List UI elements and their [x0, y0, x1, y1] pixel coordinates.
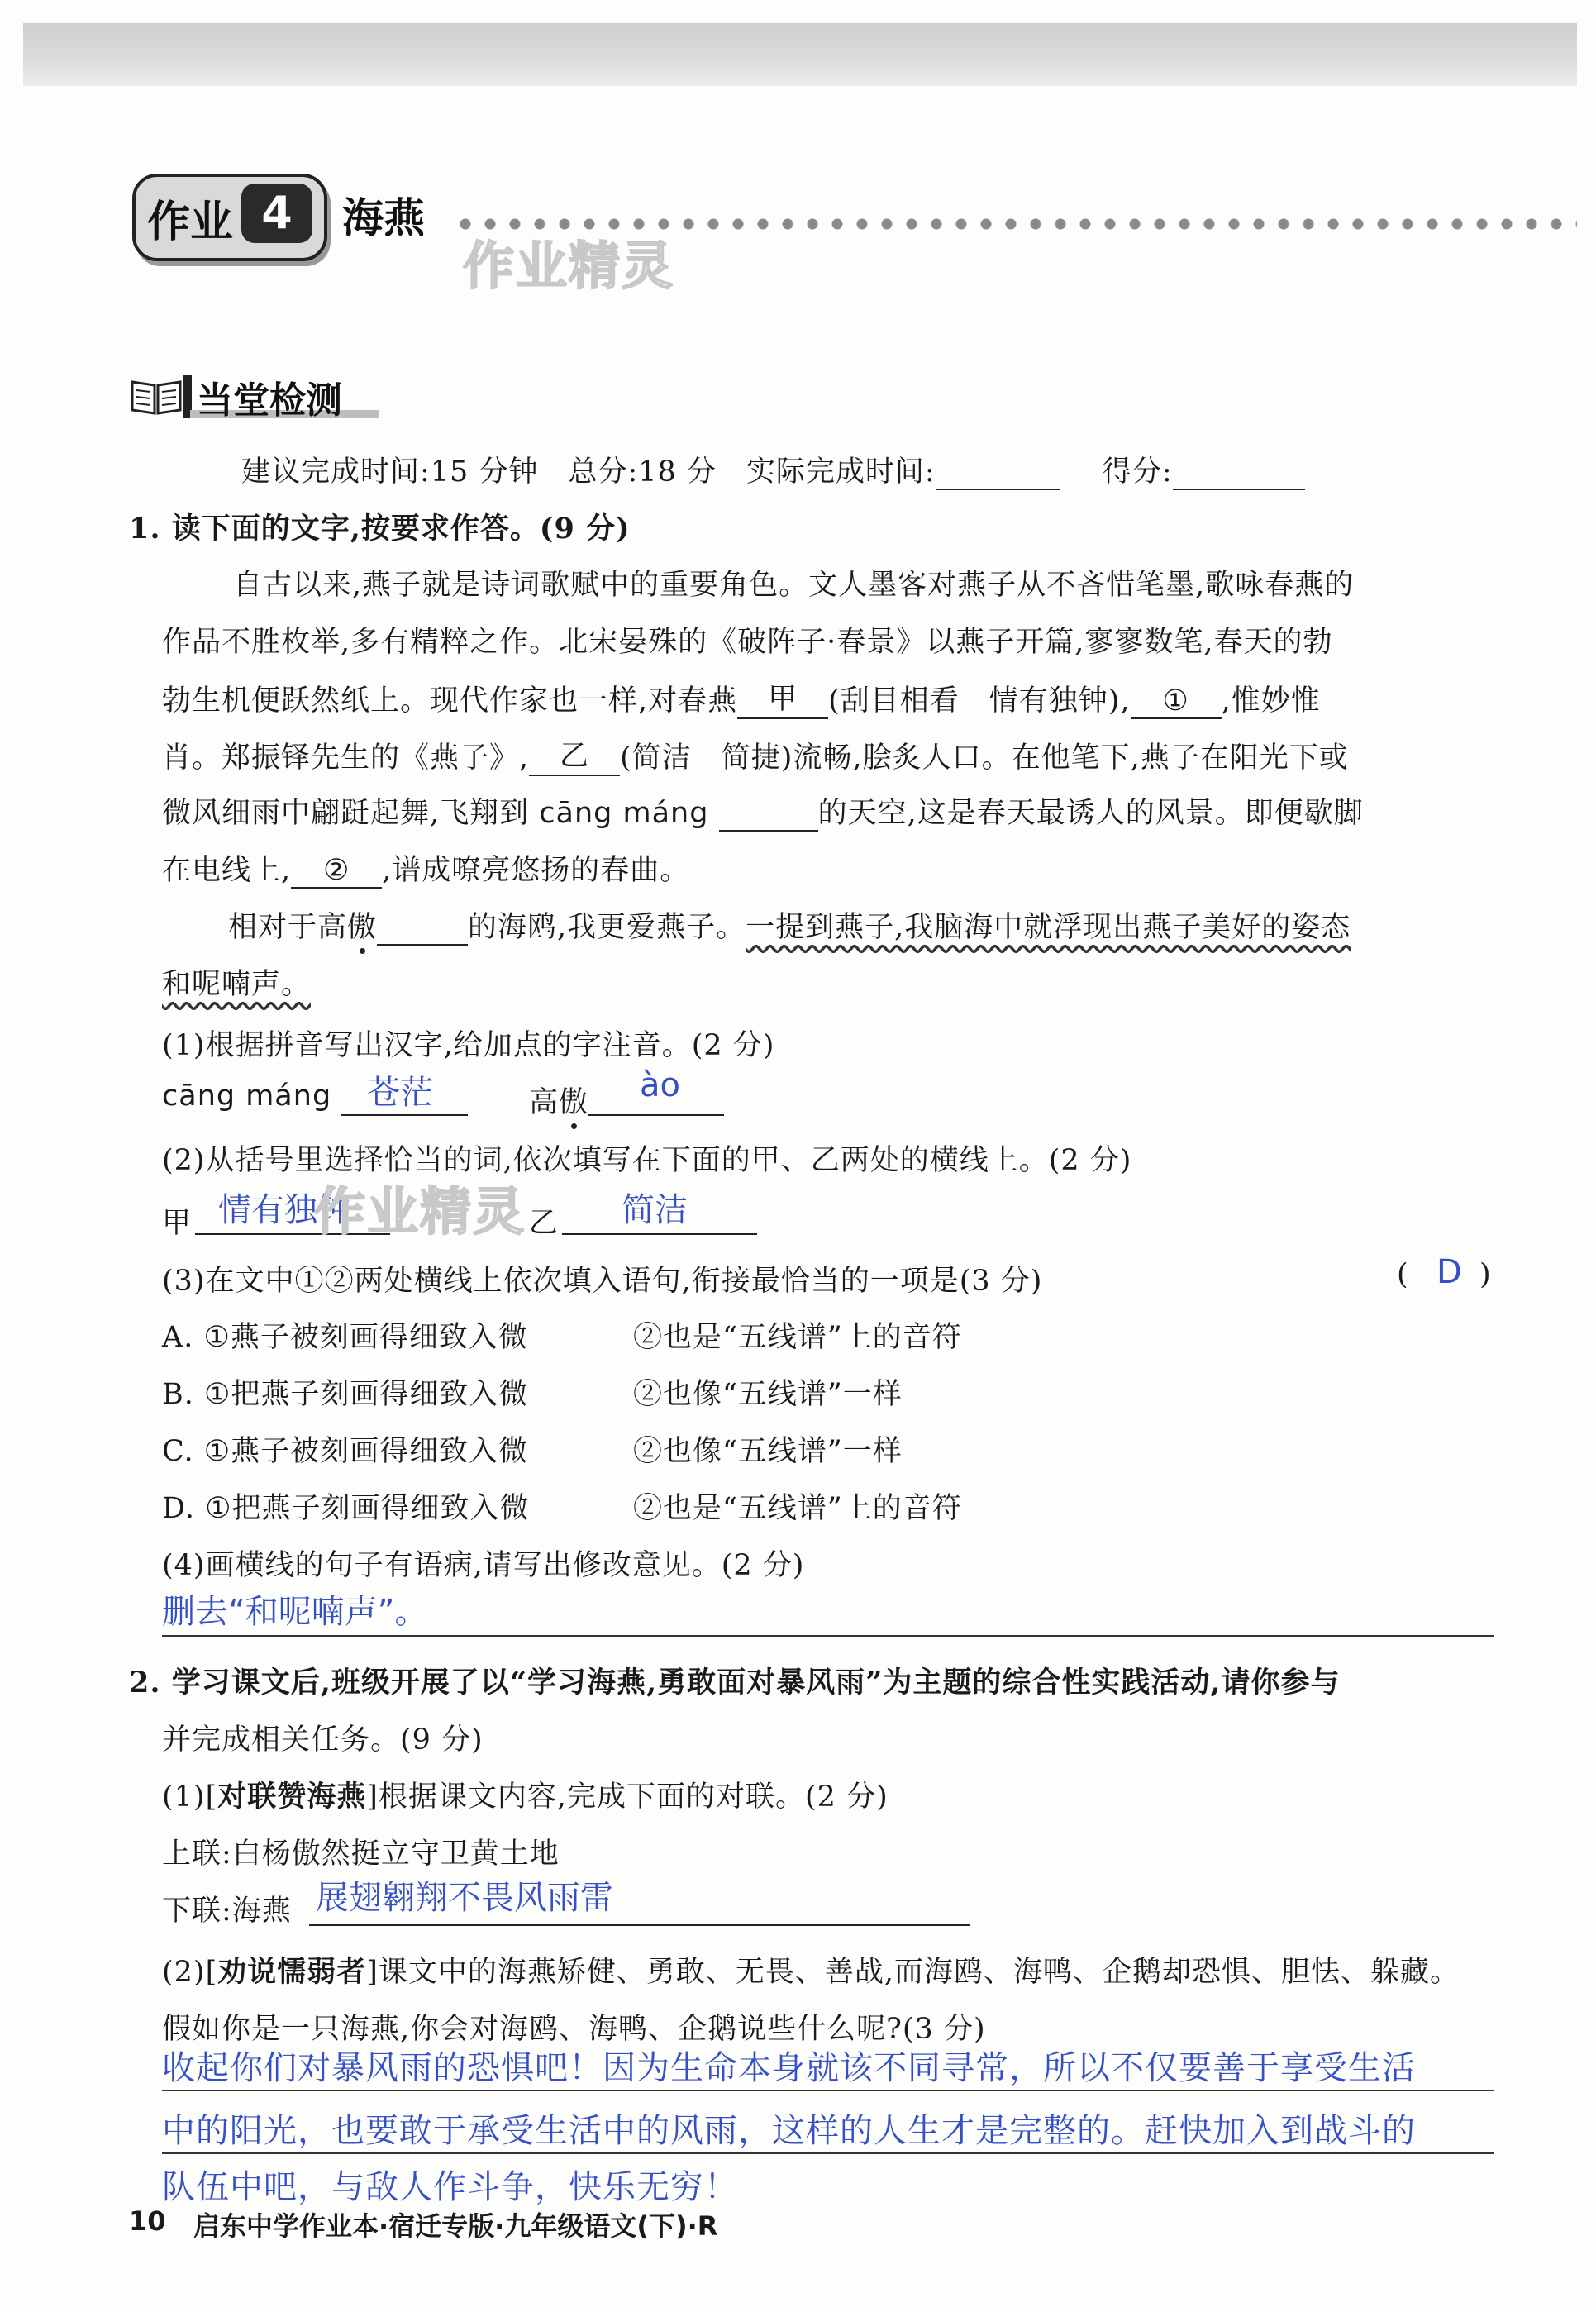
q1-sub1-gaoao: 高傲	[529, 1086, 589, 1119]
q1-passage-line: 在电线上, ② ,谱成嘹亮悠扬的春曲。	[162, 854, 690, 887]
blank-yi[interactable]: 乙	[529, 733, 620, 776]
page-number: 10	[129, 2205, 166, 2237]
q1-passage-line: 作品不胜枚举,多有精粹之作。北宋晏殊的《破阵子·春景》以燕子开篇,寥寥数笔,春天的勃	[162, 626, 1333, 659]
q1-passage-line: 微风细雨中翩跹起舞,飞翔到 cāng máng 的天空,这是春天最诱人的风景。即便歇脚	[162, 797, 1364, 830]
q2-stem: 2. 学习课文后,班级开展了以“学习海燕,勇敢面对暴风雨”为主题的综合性实践活动,请你参与	[129, 1666, 1341, 1699]
watermark: 作业精灵	[463, 236, 675, 296]
homework-label: 作业	[147, 198, 234, 247]
answer-paren-open: (	[1397, 1258, 1409, 1291]
lesson-title: 海燕	[342, 194, 425, 242]
blank-1[interactable]: ①	[1131, 684, 1222, 719]
answer-jia: 情有独钟	[218, 1191, 350, 1229]
q1-passage-line: 勃生机便跃然纸上。现代作家也一样,对春燕 甲 (刮目相看 情有独钟), ① ,惟妙惟	[162, 676, 1321, 719]
q1-sub4: (4)画横线的句子有语病,请写出修改意见。(2 分)	[162, 1549, 805, 1582]
option-d: D. ①把燕子刻画得细致入微	[162, 1492, 530, 1525]
q2-answer-line: 收起你们对暴风雨的恐惧吧！因为生命本身就该不同寻常，所以不仅要善于享受生活	[162, 2049, 1416, 2087]
time-info: 建议完成时间:15 分钟 总分:18 分 实际完成时间: 得分:	[241, 449, 1305, 490]
blank-2[interactable]: ②	[291, 854, 382, 889]
answer-paren-close: )	[1479, 1258, 1492, 1291]
jia-label: 甲	[162, 1207, 193, 1240]
q1-passage-line: 肖。郑振铎先生的《燕子》, 乙 (简洁 简捷)流畅,脍炙人口。在他笔下,燕子在阳光下或	[162, 733, 1349, 776]
q1-sub3: (3)在文中①②两处横线上依次填入语句,衔接最恰当的一项是(3 分)	[162, 1265, 1043, 1298]
q1-stem: 1. 读下面的文字,按要求作答。(9 分)	[129, 512, 631, 546]
q2-answer-line: 中的阳光，也要敢于承受生活中的风雨，这样的人生才是完整的。赶快加入到战斗的	[162, 2112, 1416, 2150]
q2-sub1: (1)[对联赞海燕]根据课文内容,完成下面的对联。(2 分)	[162, 1780, 889, 1814]
couplet-lower-label: 下联:海燕	[162, 1895, 292, 1928]
couplet-upper: 上联:白杨傲然挺立守卫黄土地	[162, 1838, 560, 1871]
option-a-2: ②也是“五线谱”上的音符	[633, 1321, 962, 1354]
blank-jia[interactable]: 甲	[737, 676, 828, 719]
option-d-2: ②也是“五线谱”上的音符	[633, 1492, 962, 1525]
actual-time-blank[interactable]	[936, 459, 1060, 490]
underlined-sentence: 和呢喃声。	[162, 968, 312, 1001]
option-a: A. ①燕子被刻画得细致入微	[162, 1321, 528, 1354]
homework-number: 4	[241, 184, 312, 243]
answer-choice: D	[1436, 1253, 1462, 1291]
answer-line	[162, 2090, 1494, 2091]
q1-passage-line	[162, 961, 311, 1003]
score-blank[interactable]	[1173, 459, 1305, 490]
answer-line	[162, 1635, 1494, 1637]
q1-passage-line: 相对于高傲 的海鸥,我更爱燕子。一提到燕子,我脑海中就浮现出燕子美好的姿态	[228, 911, 1351, 944]
q1-passage-line: 自古以来,燕子就是诗词歌赋中的重要角色。文人墨客对燕子从不吝惜笔墨,歌咏春燕的	[233, 569, 1355, 602]
q1-sub1-pinyin: cāng máng	[162, 1080, 332, 1113]
blank-ao[interactable]	[377, 916, 468, 946]
option-b-2: ②也像“五线谱”一样	[633, 1378, 903, 1411]
book-title: 启东中学作业本·宿迁专版·九年级语文(下)·R	[193, 2210, 718, 2242]
q2-sub2-prompt: 假如你是一只海燕,你会对海鸥、海鸭、企鹅说些什么呢?(3 分)	[162, 2013, 986, 2046]
answer-line	[162, 2152, 1494, 2154]
couplet-lower-answer: 展翅翱翔不畏风雨雷	[316, 1879, 613, 1917]
answer-ao: ào	[640, 1066, 680, 1104]
answer-yi: 简洁	[622, 1191, 688, 1229]
top-scan-bar	[23, 23, 1577, 86]
q2-sub2: (2)[劝说懦弱者]课文中的海燕矫健、勇敢、无畏、善战,而海鸥、海鸭、企鹅却恐惧、胆怯、躲藏。	[162, 1956, 1460, 1989]
q1-sub1: (1)根据拼音写出汉字,给加点的字注音。(2 分)	[162, 1029, 775, 1062]
underlined-sentence: 一提到燕子,我脑海中就浮现出燕子美好的姿态	[746, 911, 1351, 944]
yi-label: 乙	[529, 1207, 560, 1240]
dotted-char: 傲	[559, 1086, 589, 1119]
watermark: 作业精灵	[314, 1181, 526, 1242]
answer-cangmang: 苍茫	[367, 1074, 433, 1112]
book-icon	[129, 375, 183, 417]
dotted-char: 傲	[347, 911, 378, 944]
section-title: 当堂检测	[197, 379, 342, 422]
option-c-2: ②也像“五线谱”一样	[633, 1435, 903, 1468]
blank-pinyin[interactable]	[719, 802, 818, 832]
option-c: C. ①燕子被刻画得细致入微	[162, 1435, 529, 1468]
q1-sub2: (2)从括号里选择恰当的词,依次填写在下面的甲、乙两处的横线上。(2 分)	[162, 1144, 1132, 1177]
option-b: B. ①把燕子刻画得细致入微	[162, 1378, 529, 1411]
answer-sub4: 删去“和呢喃声”。	[162, 1593, 428, 1631]
q2-stem-2: 并完成相关任务。(9 分)	[162, 1723, 484, 1757]
q2-answer-line: 队伍中吧，与敌人作斗争，快乐无穷！	[162, 2168, 738, 2206]
